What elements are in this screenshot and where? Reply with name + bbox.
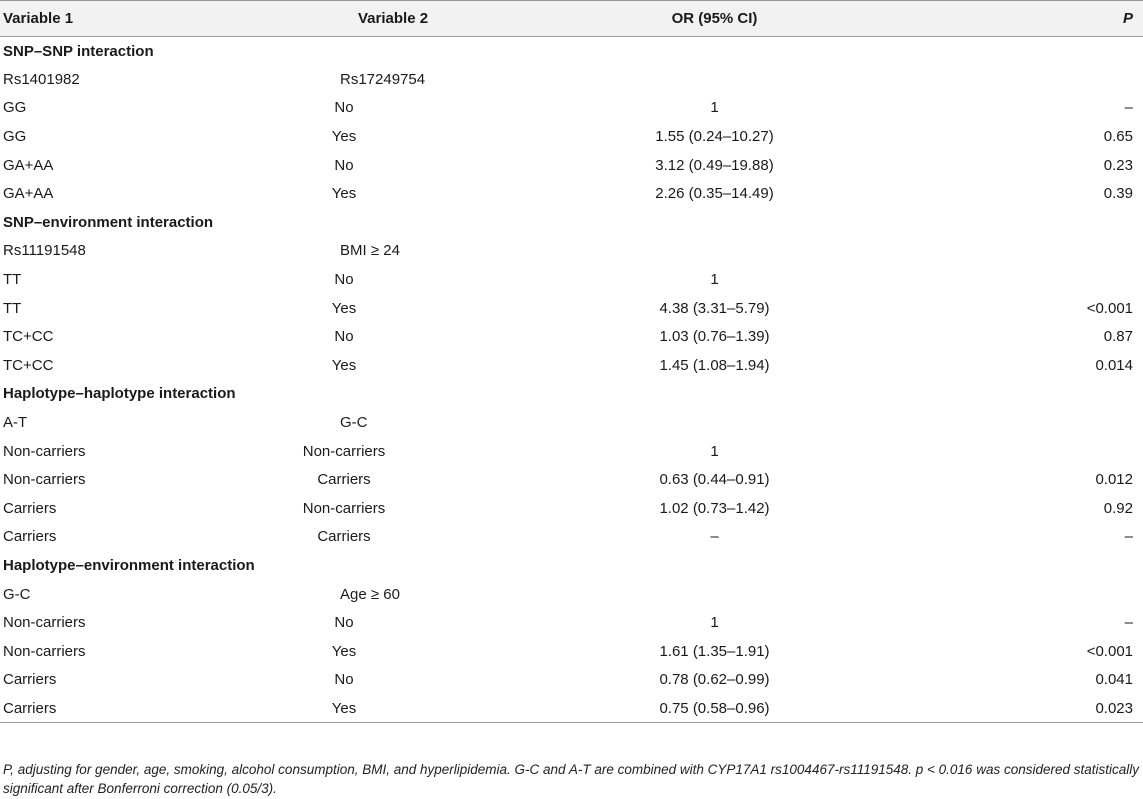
or-ci-value: 1.61 (1.35–1.91) [659,642,770,660]
variable-1-level: GA+AA [3,185,54,203]
variable-2-level: Yes [331,642,357,660]
variable-2-name: Age ≥ 60 [340,585,400,603]
p-value [971,437,1143,466]
variable-1-level: TC+CC [3,328,54,346]
variable-1-level: Carriers [0,694,230,723]
section-header-row [0,37,1143,66]
empty-cell [458,65,971,94]
variable-1-level: TT [3,271,22,289]
variable-1-level: GG [3,128,27,146]
variable-1-level: GA+AA [3,156,54,174]
table-row [0,608,1143,637]
variable-2-level: Non-carriers [302,442,386,460]
section-header-row [0,380,1143,409]
table-row [0,694,1143,723]
header-row [0,1,1143,37]
or-ci-value: 1.45 (1.08–1.94) [659,356,770,374]
variable-1-level: Non-carriers [3,471,86,489]
section-title: SNP–SNP interaction [3,42,154,60]
variable-2-level: Carriers [317,528,371,546]
empty-cell [971,65,1143,94]
variable-1-level: Non-carriers [3,442,86,460]
table-row [0,294,1143,323]
variable-1-level: TC+CC [3,356,54,374]
empty-cell [971,408,1143,437]
p-value: 0.012 [1095,471,1133,489]
variable-1-name: G-C [3,585,31,603]
p-value [971,265,1143,294]
table-body [0,37,1143,723]
table-row [0,523,1143,552]
or-ci-value: 1 [710,271,719,289]
p-value: 0.87 [1103,328,1133,346]
or-ci-value: 1.55 (0.24–10.27) [655,128,774,146]
variable-1-name: Rs1401982 [3,70,80,88]
or-ci-value: 1.03 (0.76–1.39) [659,328,770,346]
or-ci-value: – [710,528,719,546]
variable-names-row [0,65,1143,94]
empty-cell [458,580,971,609]
section-header-row [0,208,1143,237]
empty-cell [458,408,971,437]
table-row [0,151,1143,180]
or-ci-value: 0.78 (0.62–0.99) [659,671,770,689]
variable-names-row [0,580,1143,609]
variable-1-level: TT [3,299,22,317]
variable-2-level: No [334,99,354,117]
or-ci-value: 4.38 (3.31–5.79) [659,299,770,317]
table-row [0,437,1143,466]
or-ci-value: 2.26 (0.35–14.49) [655,185,774,203]
empty-cell [458,237,971,266]
variable-2-level: Carriers [317,471,371,489]
variable-2-level: No [334,156,354,174]
variable-2-level: Yes [331,299,357,317]
variable-1-name: A-T [3,414,28,432]
or-ci-value: 1.02 (0.73–1.42) [659,499,770,517]
section-title: SNP–environment interaction [3,213,214,231]
variable-names-row [0,237,1143,266]
variable-2-level: Yes [331,128,357,146]
or-ci-value: 1 [710,614,719,632]
variable-1-level: Carriers [3,671,57,689]
table-row [0,666,1143,695]
p-value: 0.23 [1103,156,1133,174]
variable-2-level: No [334,328,354,346]
section-header-row [0,551,1143,580]
header-or-ci: OR (95% CI) [458,1,971,37]
variable-2-level: No [334,271,354,289]
table-row [0,351,1143,380]
variable-2-level: Non-carriers [302,499,386,517]
variable-2-level: No [334,671,354,689]
section-title: Haplotype–haplotype interaction [3,385,236,403]
variable-names-row [0,408,1143,437]
p-value: <0.001 [1086,299,1133,317]
variable-2-level: No [334,614,354,632]
variable-2-name: Rs17249754 [340,70,426,88]
empty-cell [971,237,1143,266]
variable-1-level: Non-carriers [3,614,86,632]
p-value: 0.65 [1103,128,1133,146]
variable-1-name: Rs11191548 [3,242,86,260]
variable-2-level: Yes [331,356,357,374]
or-ci-value: 1 [710,442,719,460]
variable-1-level: Carriers [3,528,57,546]
or-ci-value: 1 [710,99,719,117]
header-variable-2: Variable 2 [230,1,458,37]
p-value: – [1124,99,1133,117]
table-row [0,322,1143,351]
table-row [0,179,1143,208]
p-value: 0.041 [1095,671,1133,689]
p-value: 0.92 [1103,499,1133,517]
variable-2-name: G-C [340,414,368,432]
p-value: 0.39 [1103,185,1133,203]
variable-1-level: GG [3,99,27,117]
variable-2-name: BMI ≥ 24 [340,242,400,260]
or-ci-value: 3.12 (0.49–19.88) [655,156,774,174]
section-title: Haplotype–environment interaction [3,556,255,574]
variable-2-level: Yes [331,185,357,203]
header-p-value: P [971,1,1143,37]
table-row [0,94,1143,123]
variable-1-level: Non-carriers [3,642,86,660]
empty-cell [971,580,1143,609]
or-ci-value: 0.63 (0.44–0.91) [659,471,770,489]
table-row [0,465,1143,494]
p-value: 0.023 [971,694,1143,723]
table-row [0,494,1143,523]
p-value: – [1124,528,1133,546]
variable-2-level: Yes [230,694,458,723]
table-row [0,637,1143,666]
variable-1-level: Carriers [3,499,57,517]
p-value: – [1124,614,1133,632]
or-ci-value: 0.75 (0.58–0.96) [458,694,971,723]
p-value: <0.001 [1086,642,1133,660]
p-value: 0.014 [1095,356,1133,374]
footnote: P, adjusting for gender, age, smoking, alcohol consumption, BMI, and hyperlipidemia. G-C and A-T are combined with CYP17A1 rs1004467-rs11191548. p < 0.016 was considered statistically significant after Bonferroni correction (0.05/3). [3,762,1140,796]
table-row [0,122,1143,151]
table-row [0,265,1143,294]
header-variable-1: Variable 1 [0,1,230,37]
